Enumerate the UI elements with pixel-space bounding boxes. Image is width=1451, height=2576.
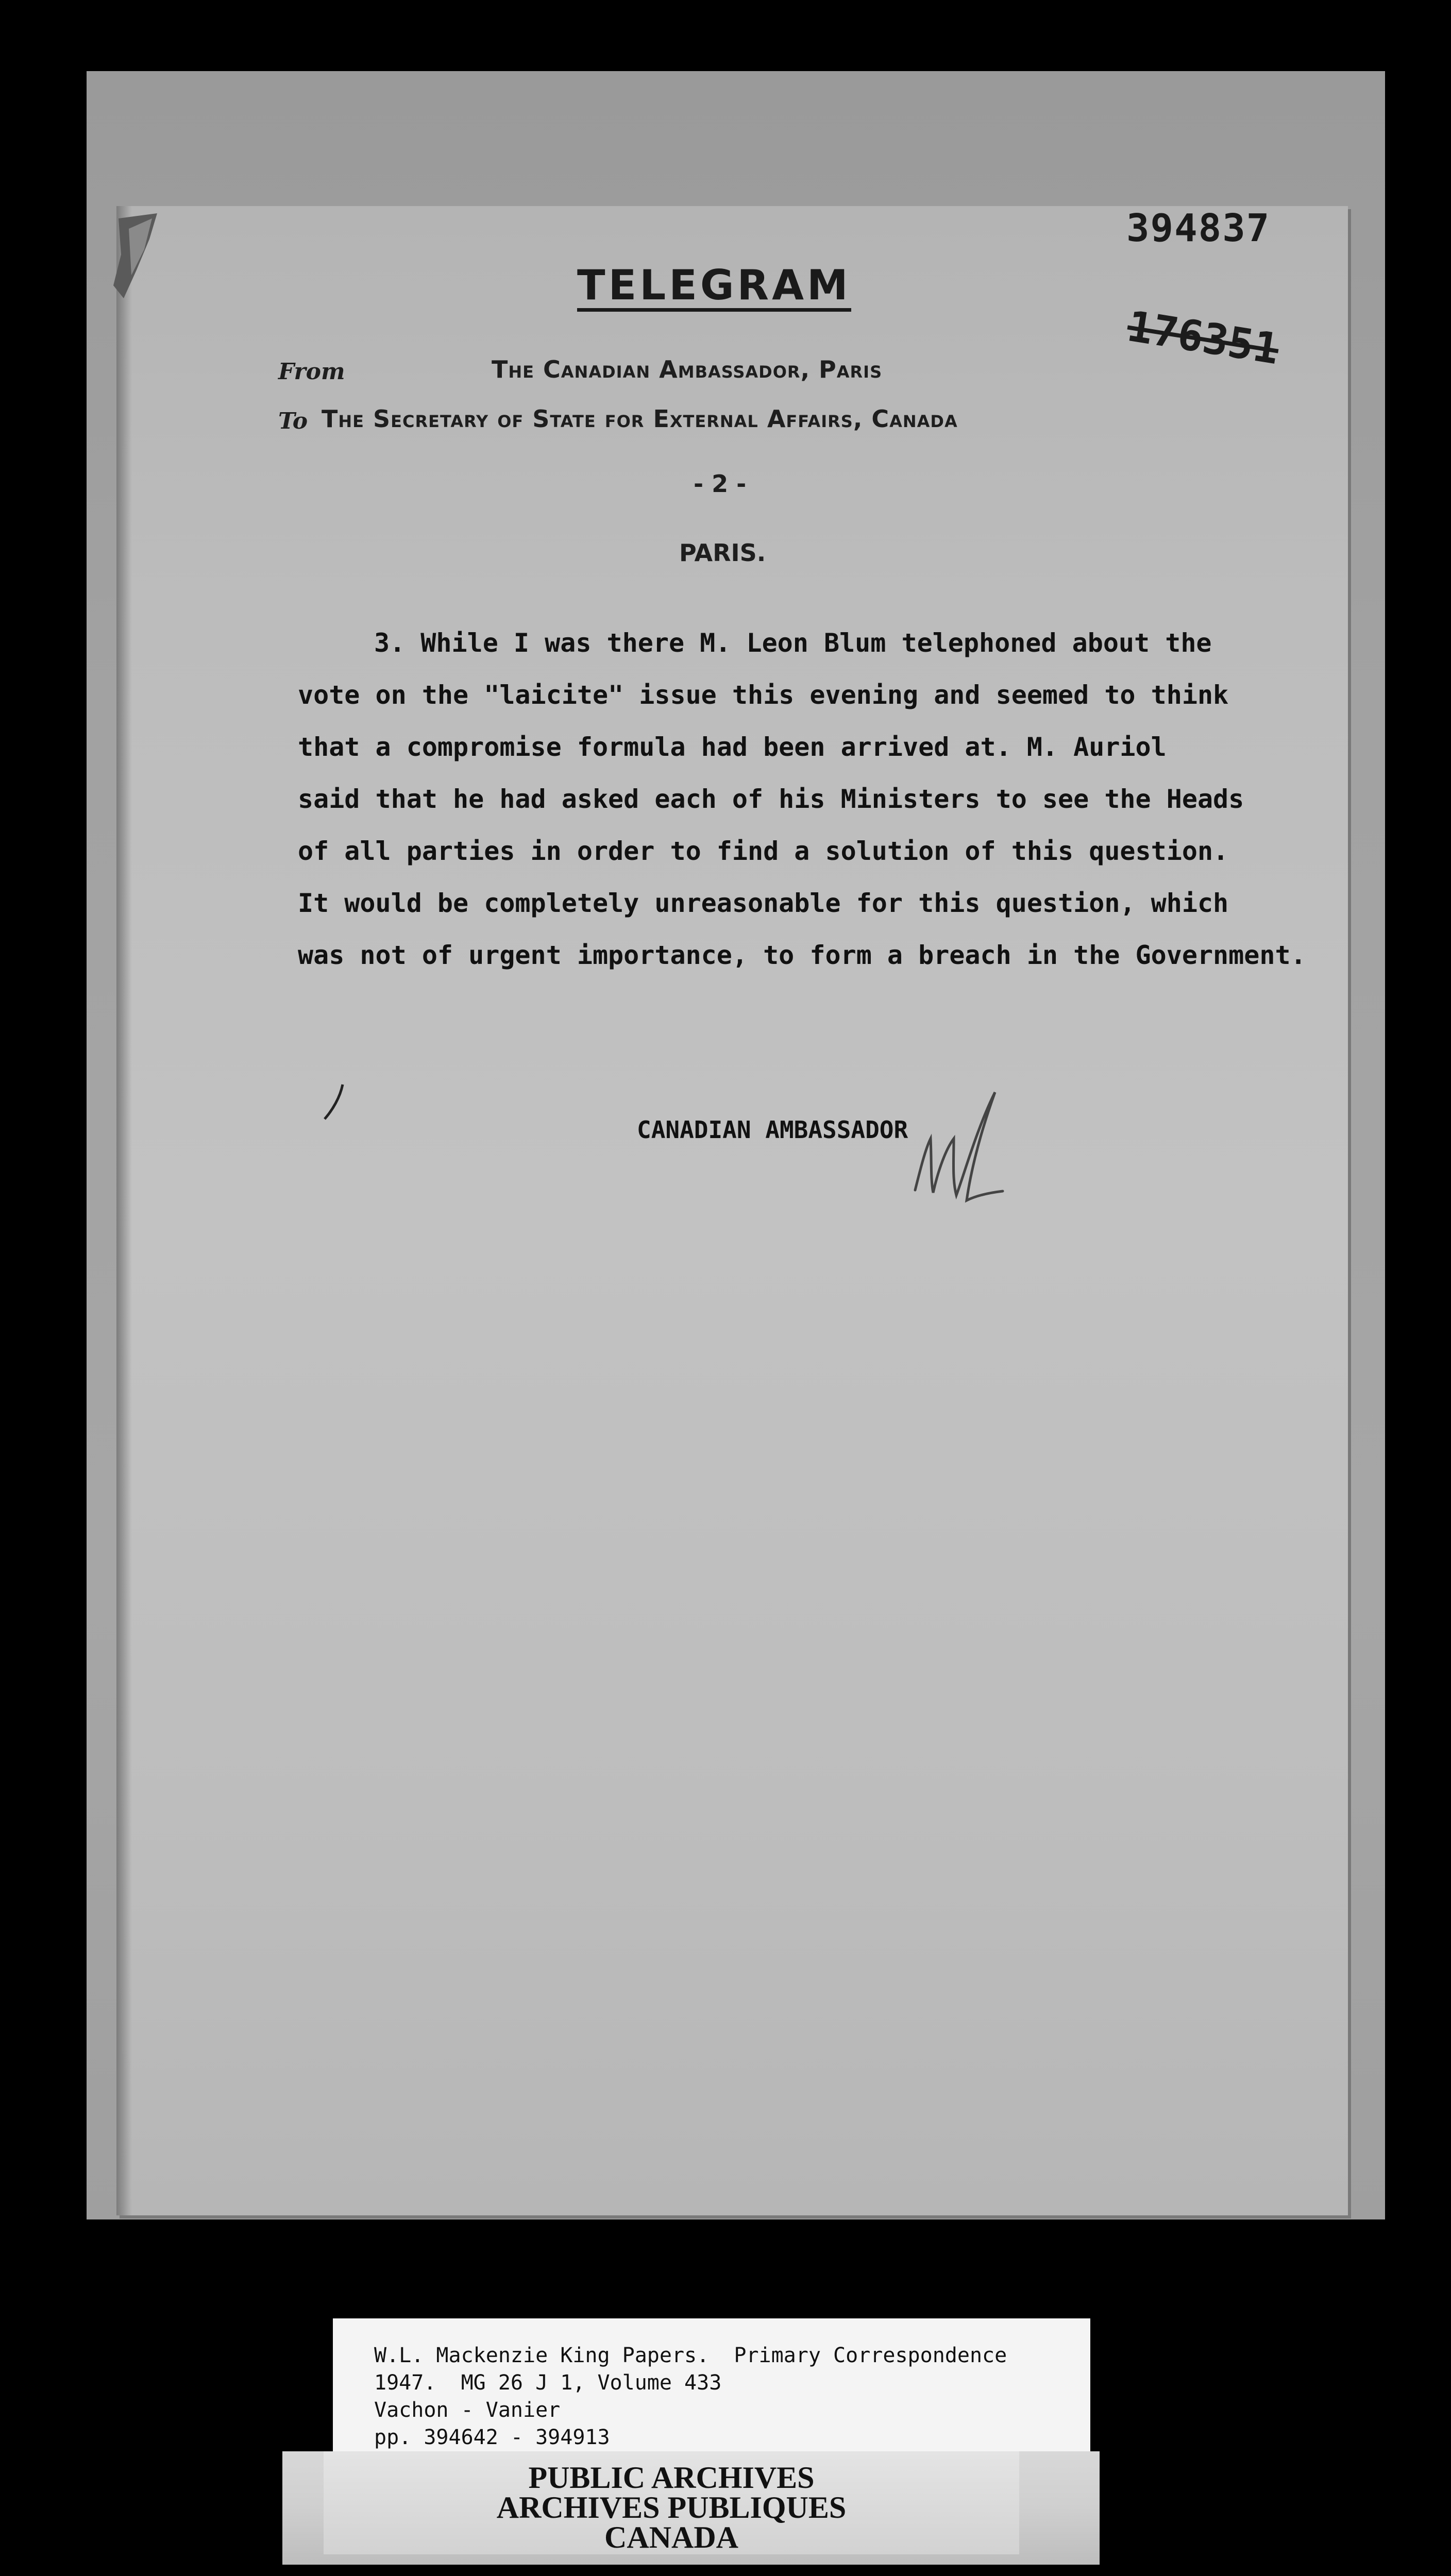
handwritten-initials: [905, 1082, 1028, 1216]
archives-stamp: [324, 2451, 1019, 2554]
reference-line: pp. 394642 - 394913: [374, 2426, 610, 2449]
page-number: - 2 -: [694, 470, 747, 498]
to-label: To: [278, 408, 308, 434]
telegram-body: [298, 617, 1328, 981]
signature-line: CANADIAN AMBASSADOR: [637, 1116, 908, 1144]
reference-line: Vachon - Vanier: [374, 2398, 561, 2422]
page-title: TELEGRAM: [577, 264, 851, 312]
archives-line: PUBLIC ARCHIVES: [528, 2461, 815, 2495]
document-number: 394837: [1126, 206, 1271, 250]
archives-line: CANADA: [604, 2520, 738, 2554]
body-line: vote on the "laicite" issue this evening and seemed to think: [298, 680, 1229, 710]
archives-stamp-text: [324, 2463, 1019, 2552]
reference-line: 1947. MG 26 J 1, Volume 433: [374, 2371, 722, 2395]
archives-stamp-band: [282, 2451, 1100, 2565]
reference-line: W.L. Mackenzie King Papers. Primary Correspondence: [374, 2344, 1007, 2367]
body-line: that a compromise formula had been arrived at. M. Auriol: [298, 732, 1167, 762]
pencil-mark: [319, 1082, 350, 1123]
place-heading: PARIS.: [679, 539, 766, 567]
archive-reference-text: [374, 2342, 1007, 2451]
archive-reference-label: [333, 2318, 1090, 2468]
body-line: It would be completely unreasonable for this question, which: [298, 888, 1229, 918]
body-line: 3. While I was there M. Leon Blum telephoned about the: [374, 628, 1212, 658]
body-line: was not of urgent importance, to form a breach in the Government.: [298, 940, 1306, 970]
telegram-sheet: [116, 206, 1348, 2215]
stamped-number: 176351: [1124, 302, 1283, 375]
from-label: From: [278, 359, 345, 385]
body-line: of all parties in order to find a solution of this question.: [298, 836, 1229, 866]
archives-line: ARCHIVES PUBLIQUES: [496, 2490, 847, 2524]
from-value: The Canadian Ambassador, Paris: [492, 355, 883, 383]
to-value: The Secretary of State for External Affairs, Canada: [322, 405, 958, 433]
torn-corner: [108, 208, 180, 306]
body-line: said that he had asked each of his Ministers to see the Heads: [298, 784, 1244, 814]
